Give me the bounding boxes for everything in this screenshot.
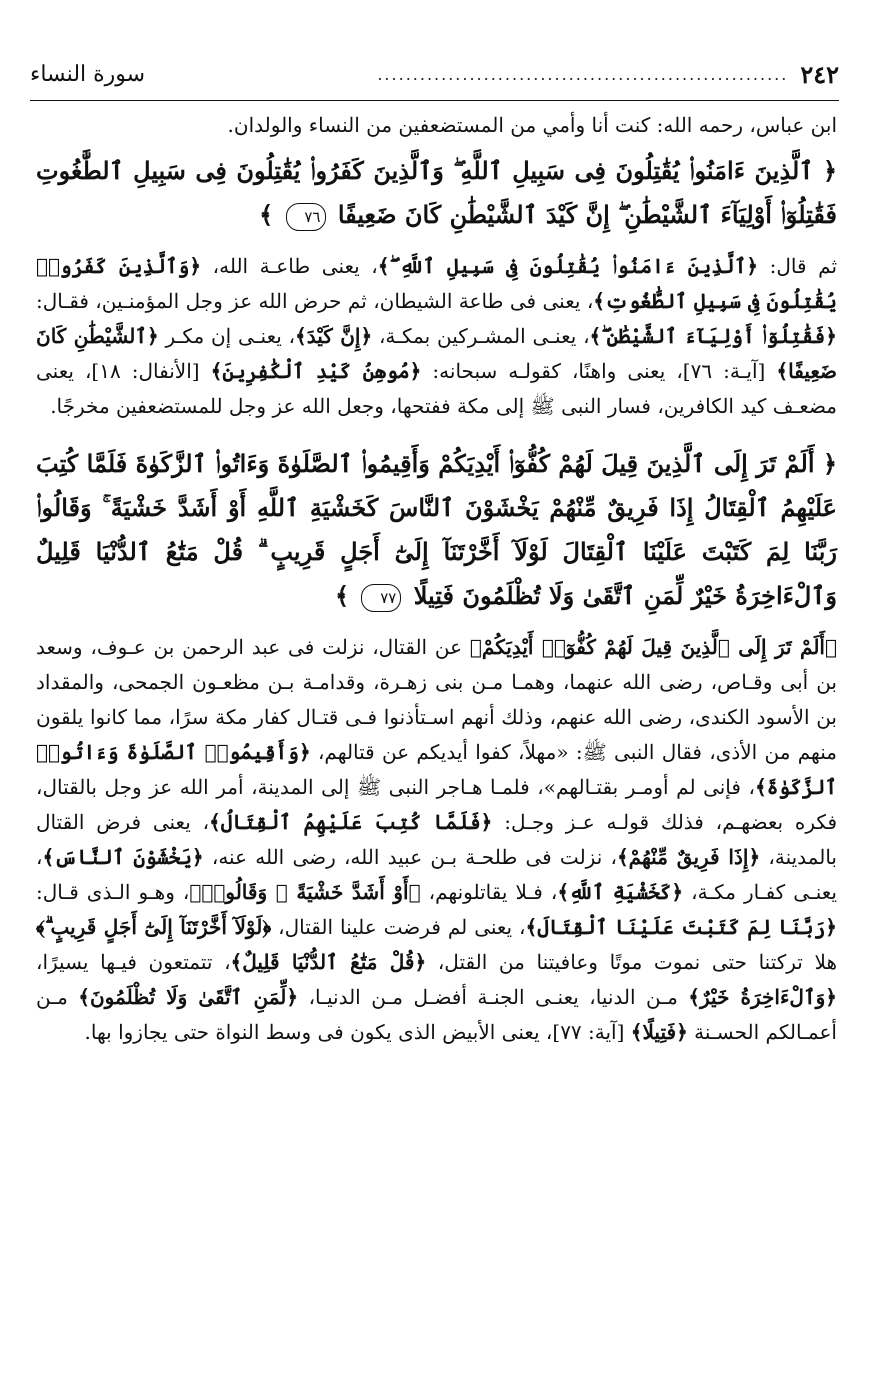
- quran-quote: ﴿وَأَقِيمُوا۟ ٱلصَّلَوٰةَ وَءَاتُوا۟ ٱلزَّكَوٰةَ﴾: [36, 740, 837, 799]
- verse-close-bracket: ﴾: [259, 200, 274, 229]
- tafsir-text: ، يعنـى المشـركين بمكـة،: [372, 324, 590, 348]
- quran-quote: ﴿فَقَٰتِلُوٓا۟ أَوْلِيَآءَ ٱلشَّيْطَٰنِ ۖ﴾: [589, 324, 837, 348]
- tafsir-text: ثم قال:: [758, 254, 838, 278]
- tafsir-text: ، يعنى طاعـة الله،: [201, 254, 378, 278]
- page-number: ٢٤٢: [800, 59, 839, 89]
- quran-quote: ﴿لِّمَنِ ٱتَّقَىٰ وَلَا تُظْلَمُونَ﴾: [78, 985, 299, 1009]
- tafsir-text: عن القتال، نزلت فى عبد الرحمن بن عـوف، وسعد بن أبى وقـاص، رضى الله عنهما، وهمـا مـن بنى زهـرة، وقدامـة بـن مظعـون الجمحى، والمقداد بن الأسود الكندى، رضى الله عنهم، وذلك أنهم اسـتأذنوا فـى قتـال كفار مكة سرًا، مما كانوا يلقون منهم من الأذى، فقال النبى ﷺ: «مهلاً، كفوا أيديكم عن قتالهم،: [36, 635, 837, 764]
- quran-quote: ﴿مُوهِنُ كَيْدِ ٱلْكَٰفِرِينَ﴾: [210, 359, 422, 383]
- ayah-number-77: ٧٧: [361, 584, 401, 612]
- tafsir-text: هلا تركتنا حتى نموت موتًا وعافيتنا من القتل،: [426, 950, 838, 974]
- tafsir-text: ، يعنـى إن مكـر: [158, 324, 296, 348]
- surah-title: سورة النساء: [30, 61, 146, 87]
- tafsir-77-paragraph: [36, 630, 837, 1050]
- quran-quote: ﴿قُلْ مَتَٰعُ ٱلدُّنْيَا قَلِيلٌ﴾: [230, 950, 427, 974]
- tafsir-76-paragraph: [36, 249, 837, 424]
- verse-76-text: ٱلَّذِينَ ءَامَنُوا۟ يُقَٰتِلُونَ فِى سَبِيلِ ٱللَّهِ ۖ وَٱلَّذِينَ كَفَرُوا۟ يُقَٰتِلُونَ فِى سَبِيلِ ٱلطَّٰغُوتِ فَقَٰتِلُوٓا۟ أَوْلِيَآءَ ٱلشَّيْطَٰنِ ۖ إِنَّ كَيْدَ ٱلشَّيْطَٰنِ كَانَ ضَعِيفًا: [36, 156, 837, 229]
- intro-paragraph: ابن عباس، رحمه الله: كنت أنا وأمي من المستضعفين من النساء والولدان.: [227, 113, 837, 137]
- quran-quote: ﴿يَخْشَوْنَ ٱلنَّاسَ﴾: [42, 845, 204, 869]
- verse-close-bracket: ﴾: [334, 581, 350, 610]
- tafsir-text: ، يعنى لم فرضت علينا القتال،: [271, 915, 526, 939]
- verse-open-bracket: ﴿: [822, 156, 837, 185]
- tafsir-text: [آيـة: ٧٦]، يعنى واهنًا، كقولـه سبحانه:: [421, 359, 777, 383]
- ayah-number-76: ٧٦: [286, 203, 326, 231]
- quran-quote: ﴿إِنَّ كَيْدَ﴾: [295, 324, 373, 348]
- tafsir-text: ، يعنى فرض القتال بالمدينة،: [36, 810, 837, 869]
- tafsir-text: ، تتمتعون فيـها يسيرًا،: [36, 950, 231, 974]
- tafsir-text: ، فـلا يقاتلونهم،: [420, 880, 558, 904]
- tafsir-text: [آية: ٧٧]، يعنى الأبيض الذى يكون فى وسط النواة حتى يجازوا بها.: [84, 1020, 631, 1044]
- tafsir-text: ، نزلت فى طلحـة بـن عبيد الله، رضى الله عنه،: [203, 845, 617, 869]
- tafsir-text: [الأنفال: ١٨]، يعنى مضعـف كيد الكافرين، فسار النبى ﷺ إلى مكة ففتحها، وجعل الله عز وجل للمستضعفين مخرجًا.: [36, 359, 837, 418]
- quran-quote: ﴿إِذَا فَرِيقٌ مِّنْهُمْ﴾: [616, 845, 761, 869]
- tafsir-text: مـن الدنيا، يعنـى الجنـة أفضـل مـن الدنيـا،: [298, 985, 689, 1009]
- quran-quote: ﴿كَخَشْيَةِ ٱللَّهِ﴾: [557, 880, 684, 904]
- header-rule: [30, 100, 839, 101]
- quran-quote: ﴿رَبَّنَا لِمَ كَتَبْتَ عَلَيْنَا ٱلْقِتَالَ﴾: [525, 915, 838, 939]
- page-header: [30, 54, 839, 94]
- quran-quote: ﴿ٱلَّذِينَ ءَامَنُوا۟ يُقَٰتِلُونَ فِى سَبِيلِ ٱللَّهِ ۖ﴾: [377, 254, 759, 278]
- verse-77: [36, 442, 837, 618]
- quran-quote: ﴿أَوْ أَشَدَّ خَشْيَةً ۚ وَقَالُوا۟﴾: [189, 880, 421, 904]
- quran-quote: ﴿أَلَمْ تَرَ إِلَى ٱلَّذِينَ قِيلَ لَهُمْ كُفُّوٓا۟ أَيْدِيَكُمْ﴾: [469, 635, 837, 659]
- quran-quote: ﴿وَٱلْءَاخِرَةُ خَيْرٌ﴾: [688, 985, 837, 1009]
- tafsir-text: مـن أعمـالكم الحسـنة: [36, 985, 837, 1044]
- page-content: [36, 108, 837, 1050]
- quran-quote: ﴿وَٱلَّذِينَ كَفَرُوا۟ يُقَٰتِلُونَ فِى سَبِيلِ ٱلطَّٰغُوتِ﴾: [36, 254, 837, 313]
- quran-quote: ﴿ٱلشَّيْطَٰنِ كَانَ ضَعِيفًا﴾: [36, 324, 837, 383]
- tafsir-text: ، فإنى لم أومـر بقتـالهم»، فلمـا هـاجر النبى ﷺ إلى المدينة، أمر الله عز وجل بالقتال، فكره بعضهـم، فذلك قولـه عـز وجـل:: [36, 775, 837, 834]
- verse-77-text: أَلَمْ تَرَ إِلَى ٱلَّذِينَ قِيلَ لَهُمْ كُفُّوٓا۟ أَيْدِيَكُمْ وَأَقِيمُوا۟ ٱلصَّلَوٰةَ وَءَاتُوا۟ ٱلزَّكَوٰةَ فَلَمَّا كُتِبَ عَلَيْهِمُ ٱلْقِتَالُ إِذَا فَرِيقٌ مِّنْهُمْ يَخْشَوْنَ ٱلنَّاسَ كَخَشْيَةِ ٱللَّهِ أَوْ أَشَدَّ خَشْيَةً ۚ وَقَالُوا۟ رَبَّنَا لِمَ كَتَبْتَ عَلَيْنَا ٱلْقِتَالَ لَوْلَآ أَخَّرْتَنَآ إِلَىٰٓ أَجَلٍ قَرِيبٍ ۗ قُلْ مَتَٰعُ ٱلدُّنْيَا قَلِيلٌ وَٱلْءَاخِرَةُ خَيْرٌ لِّمَنِ ٱتَّقَىٰ وَلَا تُظْلَمُونَ فَتِيلًا: [36, 449, 837, 610]
- header-leader-dots: ..........................................................: [377, 64, 789, 84]
- tafsir-text: ، وهـو الـذى قـال:: [36, 880, 190, 904]
- quran-quote: ﴿فَتِيلًا﴾: [630, 1020, 688, 1044]
- verse-open-bracket: ﴿: [822, 449, 837, 478]
- quran-quote: ﴿فَلَمَّا كُتِبَ عَلَيْهِمُ ٱلْقِتَالُ﴾: [209, 810, 493, 834]
- tafsir-text: ، يعنى فى طاعة الشيطان، ثم حرض الله عز وجل المؤمنـين، فقـال:: [36, 289, 594, 313]
- verse-76: [36, 149, 837, 237]
- quran-quote: ﴿لَوْلَآ أَخَّرْتَنَآ إِلَىٰٓ أَجَلٍ قَرِيبٍ ۗ﴾: [36, 915, 272, 939]
- tafsir-text: ، يعنـى كفـار مكـة،: [36, 845, 838, 904]
